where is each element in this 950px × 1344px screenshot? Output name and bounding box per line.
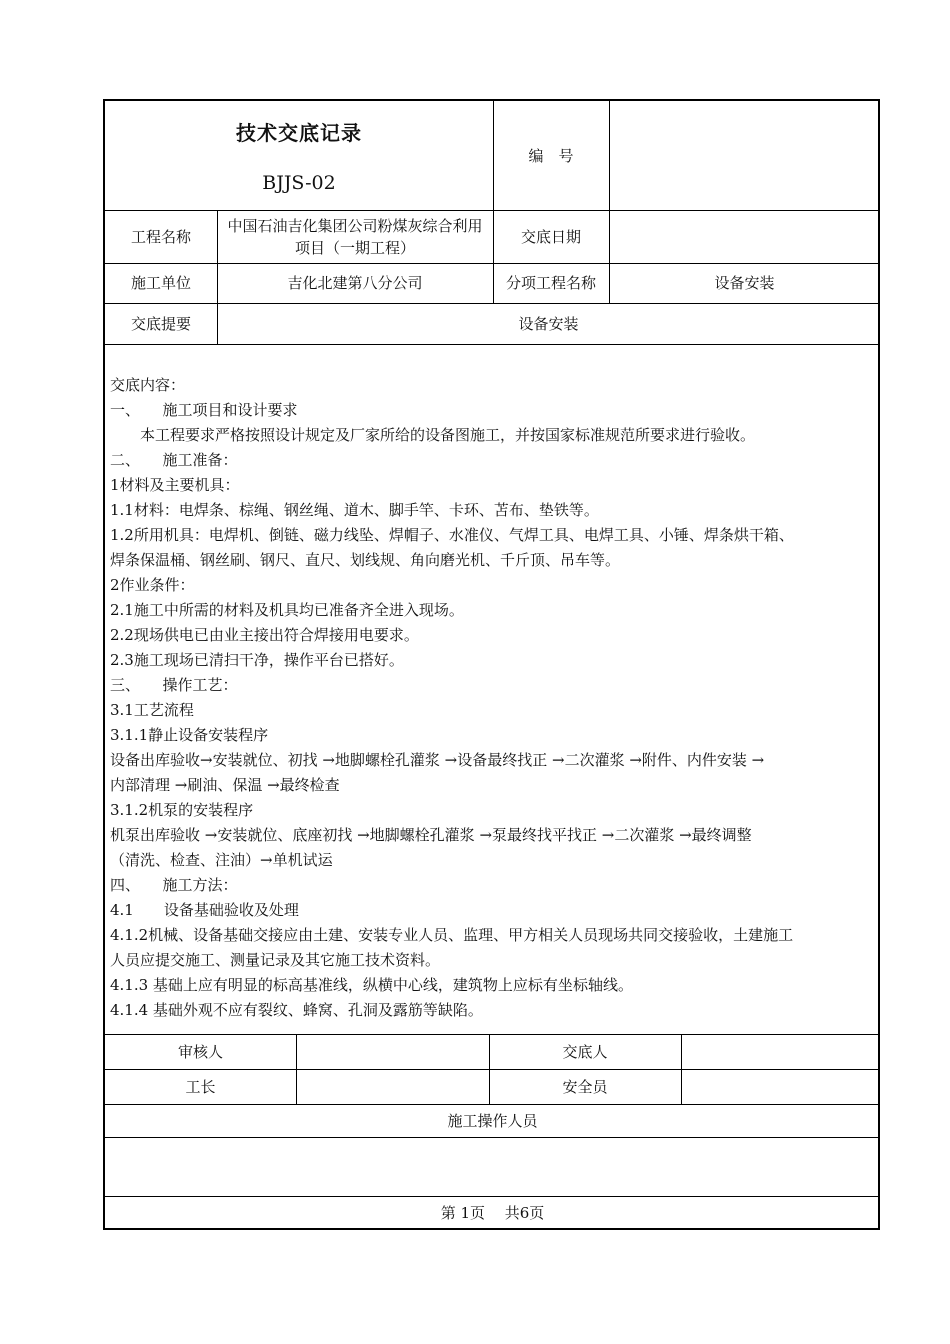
discloser-value[interactable] (681, 1034, 880, 1069)
content-line: 2.2现场供电已由业主接出符合焊接用电要求。 (110, 626, 419, 644)
content-line: 2.1施工中所需的材料及机具均已准备齐全进入现场。 (110, 601, 464, 619)
content-line: 3.1.1静止设备安装程序 (110, 726, 269, 744)
content-line: 一、 施工项目和设计要求 (110, 401, 298, 419)
content-line: 2.3施工现场已清扫干净，操作平台已搭好。 (110, 651, 404, 669)
content-line: 4.1.2机械、设备基础交接应由土建、安装专业人员、监理、甲方相关人员现场共同交接验收，土建施工 (110, 926, 794, 944)
operators-label: 施工操作人员 (447, 1111, 538, 1130)
content-line: 3.1工艺流程 (110, 701, 194, 719)
unit-label: 施工单位 (130, 274, 191, 292)
content-line: 3.1.2机泵的安装程序 (110, 801, 254, 819)
subproject-label: 分项工程名称 (505, 274, 596, 292)
form-title: 技术交底记录 (236, 121, 362, 145)
operators-value[interactable] (105, 1137, 880, 1196)
content-line: 机泵出库验收 →安装就位、底座初找 →地脚螺栓孔灌浆 →泵最终找平找正 →二次灌浆 →最终调整 (110, 826, 752, 844)
date-value[interactable] (609, 210, 880, 263)
content-line: 4.1 设备基础验收及处理 (110, 901, 299, 919)
content-line: 4.1.3 基础上应有明显的标高基准线，纵横中心线，建筑物上应标有坐标轴线。 (110, 976, 633, 994)
content-line: 四、 施工方法： (110, 876, 238, 894)
content-line: 1材料及主要机具： (110, 476, 240, 494)
summary-label: 交底提要 (130, 314, 191, 333)
number-value[interactable] (609, 101, 880, 210)
number-label: 编 号 (528, 146, 574, 165)
form-code: BJJS-02 (262, 172, 336, 194)
row-divider (105, 344, 880, 345)
reviewer-value[interactable] (296, 1034, 489, 1069)
content-line: 1.2所用机具：电焊机、倒链、磁力线坠、焊帽子、水准仪、气焊工具、电焊工具、小锤、焊条烘干箱、 (110, 526, 794, 544)
content-line: 1.1材料：电焊条、棕绳、钢丝绳、道木、脚手竿、卡环、苫布、垫铁等。 (110, 501, 599, 519)
disclosure-form (103, 99, 880, 1230)
date-label: 交底日期 (520, 227, 581, 246)
discloser-label: 交底人 (562, 1042, 608, 1061)
subproject-value: 设备安装 (714, 274, 775, 292)
safety-value[interactable] (681, 1069, 880, 1104)
content-line: 4.1.4 基础外观不应有裂纹、蜂窝、孔洞及露筋等缺陷。 (110, 1001, 483, 1019)
page-indicator: 第 1页 共6页 (440, 1204, 545, 1222)
disclosure-content (110, 373, 880, 1023)
project-name-label: 工程名称 (130, 227, 191, 246)
project-name-value: 中国石油吉化集团公司粉煤灰综合利用项目（一期工程） (227, 216, 483, 257)
safety-label: 安全员 (562, 1077, 608, 1096)
content-line: 三、 操作工艺： (110, 676, 238, 694)
foreman-label: 工长 (185, 1077, 216, 1096)
reviewer-label: 审核人 (177, 1042, 223, 1061)
content-line: 2作业条件： (110, 576, 195, 594)
content-line: 设备出库验收→安装就位、初找 →地脚螺栓孔灌浆 →设备最终找正 →二次灌浆 →附件、内件安装 → (110, 751, 765, 769)
content-line: 人员应提交施工、测量记录及其它施工技术资料。 (110, 951, 441, 969)
content-line: 焊条保温桶、钢丝刷、钢尺、直尺、划线规、角向磨光机、千斤顶、吊车等。 (110, 551, 621, 569)
content-line: 内部清理 →刷油、保温 →最终检查 (110, 776, 340, 794)
content-line: 交底内容： (110, 376, 186, 394)
content-line: （清洗、检查、注油）→单机试运 (110, 851, 333, 869)
unit-value: 吉化北建第八分公司 (287, 274, 423, 292)
content-line: 二、 施工准备： (110, 451, 238, 469)
summary-value: 设备安装 (518, 314, 579, 333)
content-line: 本工程要求严格按照设计规定及厂家所给的设备图施工，并按国家标准规范所要求进行验收。 (110, 426, 756, 444)
foreman-value[interactable] (296, 1069, 489, 1104)
